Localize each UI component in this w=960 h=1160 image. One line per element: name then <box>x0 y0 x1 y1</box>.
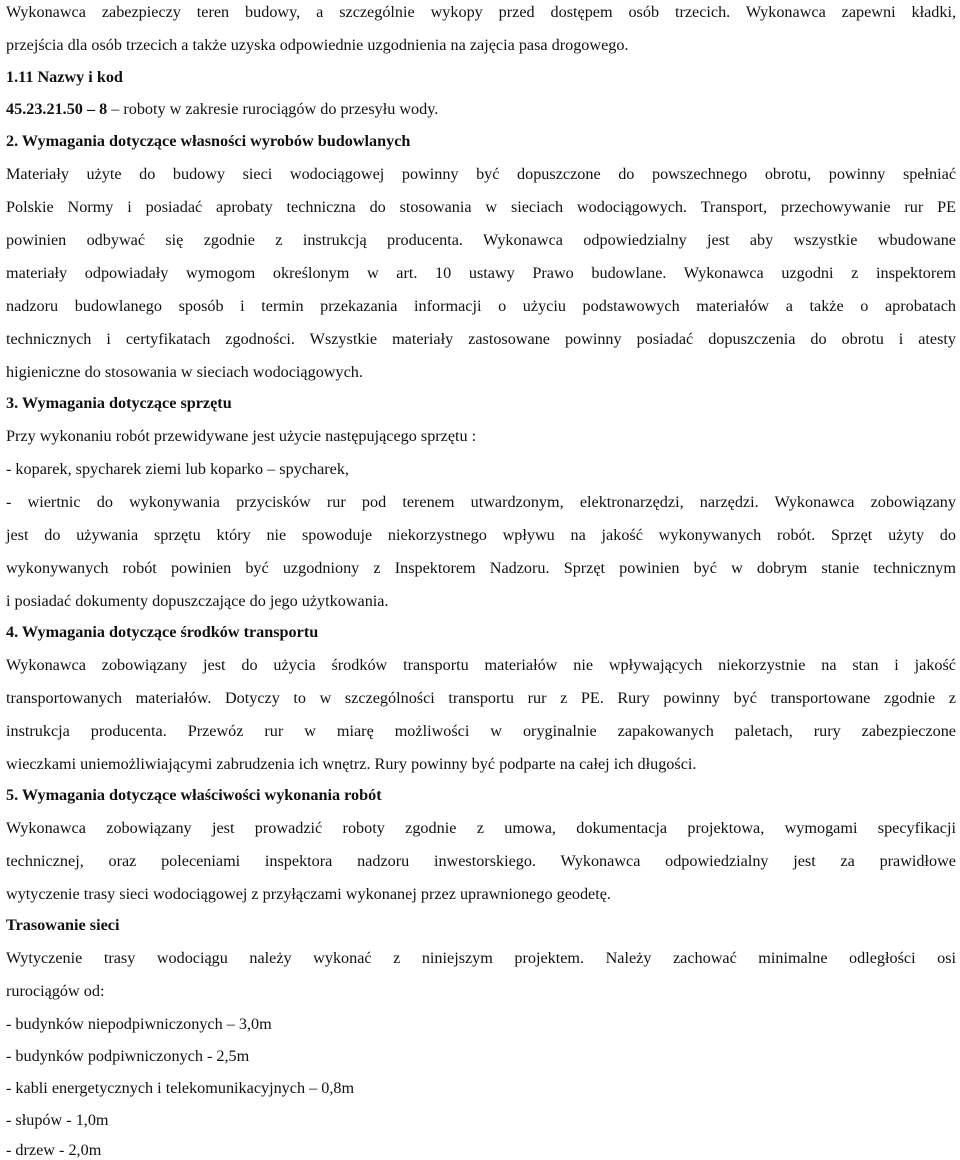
section-heading-5: 5. Wymagania dotyczące właściwości wykonania robót <box>6 786 382 804</box>
paragraph-line: rurociągów od: <box>6 982 105 1000</box>
paragraph-line: technicznej, oraz poleceniami inspektora nadzoru inwestorskiego. Wykonawca odpowiedzialny jest za prawidłowe <box>6 852 956 870</box>
paragraph-line: wykonywanych robót powinien być uzgodniony z Inspektorem Nadzoru. Sprzęt powinien być w dobrym stanie technicznym <box>6 559 956 577</box>
paragraph-line: higieniczne do stosowania w sieciach wodociągowych. <box>6 363 363 381</box>
cpv-code-num: 8 <box>99 100 108 118</box>
section-heading-3: 3. Wymagania dotyczące sprzętu <box>6 394 232 412</box>
section-heading-4: 4. Wymagania dotyczące środków transportu <box>6 623 319 641</box>
list-item: - koparek, spycharek ziemi lub koparko – spycharek, <box>6 460 349 478</box>
list-item: - wiertnic do wykonywania przycisków rur pod terenem utwardzonym, elektronarzędzi, narzędzi. Wykonawca zobowiązany <box>6 493 956 511</box>
list-item: - słupów - 1,0m <box>6 1111 109 1129</box>
paragraph-line: Polskie Normy i posiadać aprobaty techniczna do stosowania w sieciach wodociągowych. Transport, przechowywanie rur PE <box>6 198 956 216</box>
paragraph-line: Wytyczenie trasy wodociągu należy wykonać z niniejszym projektem. Należy zachować minimalne odległości osi <box>6 949 956 967</box>
paragraph-line: wieczkami uniemożliwiającymi zabrudzenia ich wnętrz. Rury powinny być podparte na całej ich długości. <box>6 755 697 773</box>
paragraph-line: Materiały użyte do budowy sieci wodociągowej powinny być dopuszczone do powszechnego obrotu, powinny spełniać <box>6 165 956 183</box>
list-item: - budynków podpiwniczonych - 2,5m <box>6 1047 250 1065</box>
section-heading-1-11: 1.11 Nazwy i kod <box>6 68 123 86</box>
paragraph-line: instrukcja producenta. Przewóz rur w miarę możliwości w oryginalnie zapakowanych paletach, rury zabezpieczone <box>6 722 956 740</box>
cpv-code-text: – roboty w zakresie rurociągów do przesyłu wody. <box>111 100 439 118</box>
paragraph-line: Przy wykonaniu robót przewidywane jest użycie następującego sprzętu : <box>6 427 477 445</box>
list-item: - kabli energetycznych i telekomunikacyjnych – 0,8m <box>6 1079 355 1097</box>
paragraph-line: nadzoru budowlanego sposób i termin przekazania informacji o użyciu podstawowych materiałów a także o aprobatach <box>6 297 956 315</box>
paragraph-line: i posiadać dokumenty dopuszczające do jego użytkowania. <box>6 592 389 610</box>
paragraph-line: jest do używania sprzętu który nie spowoduje niekorzystnego wpływu na jakość wykonywanych robót. Sprzęt użyty do <box>6 526 956 544</box>
paragraph-line: technicznych i certyfikatach zgodności. Wszystkie materiały zastosowane powinny posiadać dopuszczenia do obrotu i atesty <box>6 330 956 348</box>
intro-line: przejścia dla osób trzecich a także uzyska odpowiednie uzgodnienia na zajęcia pasa drogowego. <box>6 36 629 54</box>
paragraph-line: Wykonawca zobowiązany jest prowadzić roboty zgodnie z umowa, dokumentacja projektowa, wymogami specyfikacji <box>6 819 956 837</box>
paragraph-line: powinien odbywać się zgodnie z instrukcją producenta. Wykonawca odpowiedzialny jest aby wszystkie wbudowane <box>6 231 956 249</box>
paragraph-line: Wykonawca zobowiązany jest do użycia środków transportu materiałów nie wpływających niekorzystnie na stan i jakość <box>6 656 956 674</box>
cpv-code-line <box>6 99 956 119</box>
intro-line: Wykonawca zabezpieczy teren budowy, a szczególnie wykopy przed dostępem osób trzecich. Wykonawca zapewni kładki, <box>6 3 956 21</box>
list-item: - drzew - 2,0m <box>6 1141 102 1159</box>
cpv-code: 45.23.21.50 <box>6 100 83 118</box>
paragraph-line: materiały odpowiadały wymogom określonym w art. 10 ustawy Prawo budowlane. Wykonawca uzgodni z inspektorem <box>6 264 956 282</box>
section-heading-2: 2. Wymagania dotyczące własności wyrobów budowlanych <box>6 132 411 150</box>
cpv-code-dash: – <box>86 100 96 118</box>
paragraph-line: transportowanych materiałów. Dotyczy to w szczególności transportu rur z PE. Rury powinny być transportowane zgodnie z <box>6 689 956 707</box>
paragraph-line: wytyczenie trasy sieci wodociągowej z przyłączami wykonanej przez uprawnionego geodetę. <box>6 885 611 903</box>
subsection-heading-trasowanie: Trasowanie sieci <box>6 916 120 934</box>
list-item: - budynków niepodpiwniczonych – 3,0m <box>6 1015 272 1033</box>
